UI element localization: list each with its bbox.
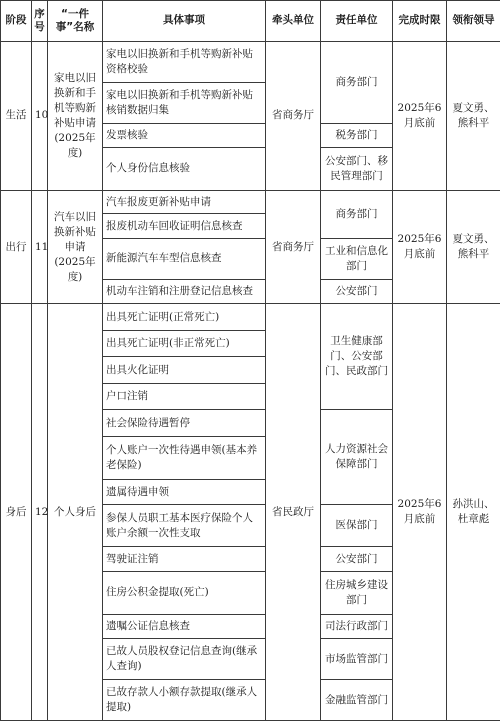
item-cell: 已故存款人小额存款提取(继承人提取): [103, 680, 266, 721]
seq-cell: 10: [32, 41, 48, 190]
header-leader: 领衔领导: [447, 1, 500, 42]
item-cell: 出具火化证明: [103, 357, 266, 384]
resp-unit-cell: 商务部门: [321, 41, 393, 123]
item-cell: 社会保险待遇暂停: [103, 410, 266, 437]
item-cell: 新能源汽车车型信息核查: [103, 238, 266, 279]
stage-cell: 生活: [1, 41, 32, 190]
resp-unit-cell: 市场监管部门: [321, 639, 393, 680]
item-cell: 个人身份信息核验: [103, 148, 266, 191]
seq-cell: 12: [32, 304, 48, 721]
item-cell: 已故人员股权登记信息查询(继承人查询): [103, 639, 266, 680]
header-resp-unit: 责任单位: [321, 1, 393, 42]
header-deadline: 完成时限: [393, 1, 447, 42]
item-cell: 驾驶证注销: [103, 547, 266, 572]
table-row: [1, 190, 500, 213]
header-name: “一件事”名称: [48, 1, 103, 42]
resp-unit-cell: 税务部门: [321, 123, 393, 148]
stage-cell: 身后: [1, 304, 32, 721]
header-items: 具体事项: [103, 1, 266, 42]
item-cell: 遗属待遇申领: [103, 479, 266, 505]
lead-unit-cell: 省商务厅: [266, 190, 321, 303]
item-cell: 报废机动车回收证明信息核查: [103, 214, 266, 239]
task-name-cell: 个人身后: [48, 304, 103, 721]
item-cell: 住房公积金提取(死亡): [103, 571, 266, 614]
resp-unit-cell: 公安部门: [321, 279, 393, 304]
resp-unit-cell: 公安部门: [321, 547, 393, 572]
table-row: [1, 304, 500, 331]
item-cell: 参保人员职工基本医疗保险个人账户余额一次性支取: [103, 505, 266, 547]
lead-unit-cell: 省商务厅: [266, 41, 321, 190]
deadline-cell: 2025年6月底前: [393, 41, 447, 190]
resp-unit-cell: 金融监管部门: [321, 680, 393, 721]
item-cell: 发票核验: [103, 123, 266, 148]
resp-unit-cell: 人力资源社会保障部门: [321, 410, 393, 505]
item-cell: 家电以旧换新和手机等购新补贴资格校验: [103, 41, 266, 82]
item-cell: 家电以旧换新和手机等购新补贴核销数据归集: [103, 82, 266, 123]
task-name-cell: 汽车以旧换新补贴申请(2025年度): [48, 190, 103, 303]
item-cell: 户口注销: [103, 383, 266, 410]
table-row: [1, 41, 500, 82]
resp-unit-cell: 司法行政部门: [321, 614, 393, 639]
header-seq: 序号: [32, 1, 48, 42]
deadline-cell: 2025年6月底前: [393, 304, 447, 721]
item-cell: 出具死亡证明(正常死亡): [103, 304, 266, 331]
header-row: [1, 1, 500, 42]
item-cell: 出具死亡证明(非正常死亡): [103, 330, 266, 357]
item-cell: 汽车报废更新补贴申请: [103, 190, 266, 213]
lead-unit-cell: 省民政厅: [266, 304, 321, 721]
resp-unit-cell: 工业和信息化部门: [321, 238, 393, 279]
item-cell: 遗嘱公证信息核查: [103, 614, 266, 639]
leader-cell: 夏文勇、熊科平: [447, 41, 500, 190]
resp-unit-cell: 医保部门: [321, 505, 393, 547]
item-cell: 个人账户一次性待遇申领(基本养老保险): [103, 436, 266, 479]
leader-cell: 夏文勇、熊科平: [447, 190, 500, 303]
deadline-cell: 2025年6月底前: [393, 190, 447, 303]
leader-cell: 孙洪山、杜章彪: [447, 304, 500, 721]
stage-cell: 出行: [1, 190, 32, 303]
header-stage: 阶段: [1, 1, 32, 42]
resp-unit-cell: 商务部门: [321, 190, 393, 238]
seq-cell: 11: [32, 190, 48, 303]
resp-unit-cell: 卫生健康部门、公安部门、民政部门: [321, 304, 393, 410]
resp-unit-cell: 住房城乡建设部门: [321, 571, 393, 614]
header-lead-unit: 牵头单位: [266, 1, 321, 42]
task-name-cell: 家电以旧换新和手机等购新补贴申请(2025年度): [48, 41, 103, 190]
resp-unit-cell: 公安部门、移民管理部门: [321, 148, 393, 191]
item-cell: 机动车注销和注册登记信息核查: [103, 279, 266, 304]
